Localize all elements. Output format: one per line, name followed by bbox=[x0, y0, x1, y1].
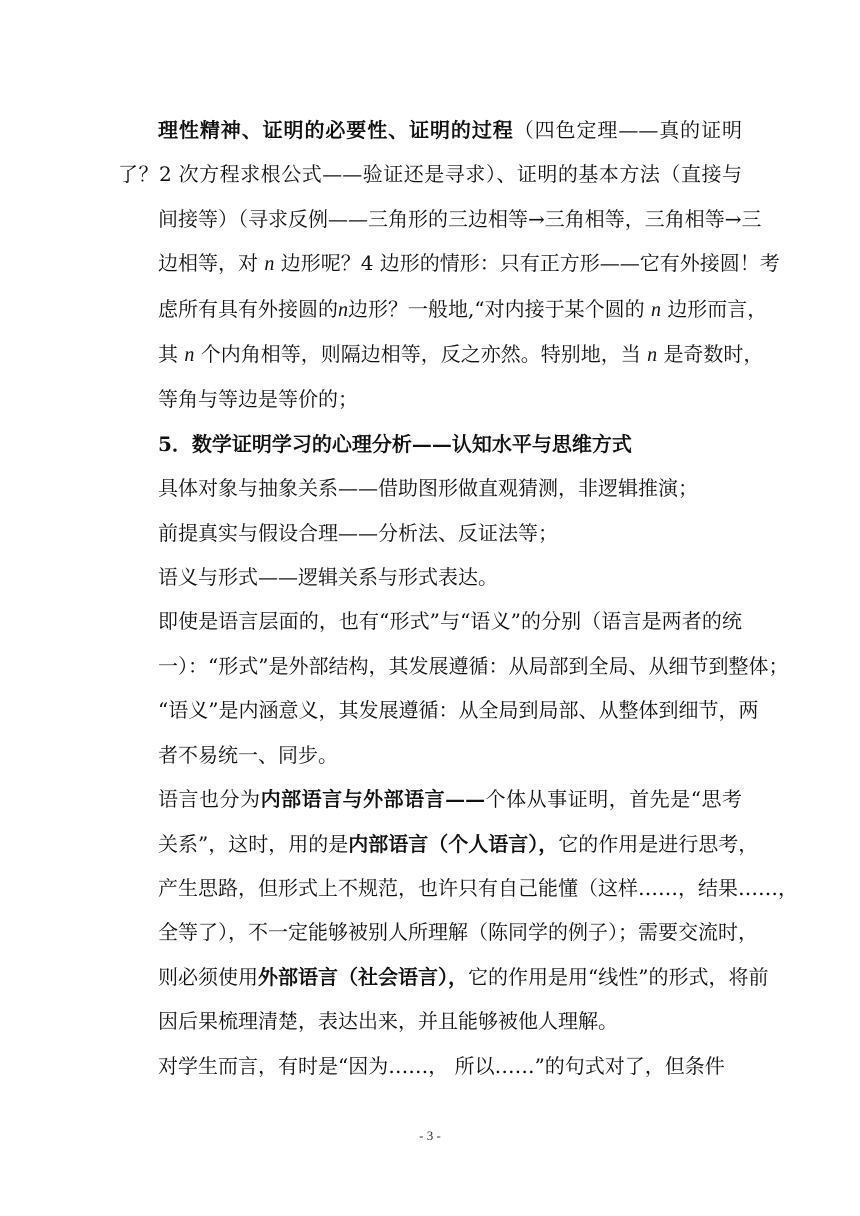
variable-n: n bbox=[184, 344, 195, 367]
bold-term: 外部语言（社会语言）， bbox=[258, 964, 468, 989]
text-line: 理性精神、证明的必要性、证明的过程（四色定理——真的证明 bbox=[158, 118, 743, 142]
text-line: “语义”是内涵意义，其发展遵循：从全局到局部、从整体到细节，两 bbox=[158, 698, 759, 723]
text-line: 即使是语言层面的，也有“形式”与“语义”的分别（语言是两者的统 bbox=[158, 609, 742, 634]
variable-n: n bbox=[338, 298, 348, 321]
paragraph-semantics-form: 语义与形式——逻辑关系与形式表达。 bbox=[158, 565, 498, 590]
paragraph-concrete-abstract: 具体对象与抽象关系——借助图形做直观猜测，非逻辑推演； bbox=[158, 476, 698, 501]
variable-n: n bbox=[647, 344, 658, 367]
text-line: 者不易统一、同步。 bbox=[158, 742, 338, 767]
variable-n: n bbox=[650, 298, 661, 321]
paragraph-premise-hypothesis: 前提真实与假设合理——分析法、反证法等； bbox=[158, 520, 558, 545]
paragraph-proof-process bbox=[118, 108, 780, 422]
text-line: 产生思路，但形式上不规范，也许只有自己能懂（这样……，结果……， bbox=[158, 875, 798, 900]
text-line: 全等了），不一定能够被别人所理解（陈同学的例子）；需要交流时， bbox=[158, 920, 758, 945]
page-number: - 3 - bbox=[419, 1128, 441, 1143]
document-body bbox=[118, 108, 798, 1088]
text-line: 则必须使用外部语言（社会语言），它的作用是用“线性”的形式，将前 bbox=[158, 964, 769, 989]
paragraph-student-sentence-pattern: 对学生而言，有时是“因为……， 所以……”的句式对了，但条件 bbox=[158, 1053, 725, 1078]
paragraph-language-form-semantics bbox=[118, 599, 789, 777]
text-line: 语言也分为内部语言与外部语言——个体从事证明，首先是“思考 bbox=[158, 787, 743, 812]
text-line: 间接等）（寻求反例——三角形的三边相等→三角相等，三角相等→三 bbox=[158, 206, 762, 231]
text-line: 关系”，这时，用的是内部语言（个人语言），它的作用是进行思考， bbox=[158, 831, 759, 856]
text-line: 因后果梳理清楚，表达出来，并且能够被他人理解。 bbox=[158, 1009, 618, 1034]
text-line: 一）：“形式”是外部结构，其发展遵循：从局部到全局、从细节到整体； bbox=[158, 653, 789, 678]
variable-n: n bbox=[264, 253, 275, 276]
text-line: 了？2 次方程求根公式——验证还是寻求）、证明的基本方法（直接与 bbox=[118, 162, 742, 187]
bold-term: 内部语言与外部语言—— bbox=[260, 787, 486, 812]
text-line: 等角与等边是等价的； bbox=[158, 387, 358, 412]
bold-term: 内部语言（个人语言）， bbox=[348, 831, 559, 856]
text-line: 其 n 个内角相等，则隔边相等，反之亦然。特别地，当 n 是奇数时， bbox=[158, 342, 764, 367]
paragraph-internal-external-language bbox=[118, 777, 798, 1043]
text-line: 虑所有具有外接圆的n边形？一般地,“对内接于某个圆的 n 边形而言， bbox=[158, 296, 768, 321]
text-line: 边相等，对 n 边形呢？4 边形的情形：只有正方形——它有外接圆！考 bbox=[158, 251, 780, 276]
bold-lead-text: 理性精神、证明的必要性、证明的过程 bbox=[158, 118, 514, 142]
section-heading-5: 5．数学证明学习的心理分析——认知水平与思维方式 bbox=[158, 431, 632, 456]
